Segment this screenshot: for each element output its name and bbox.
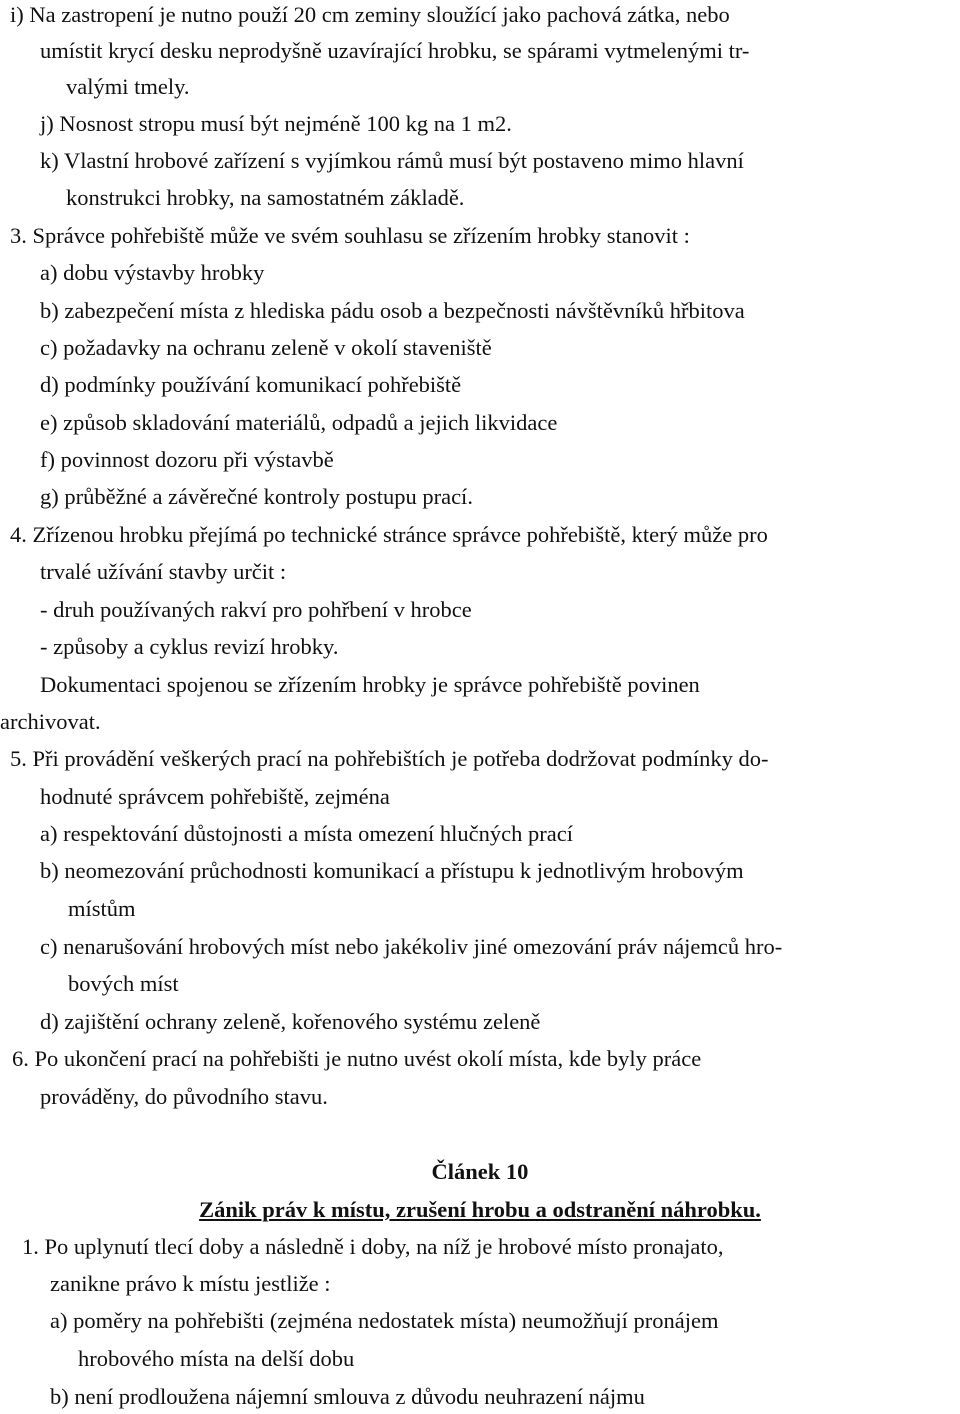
art10-item-b: b) není prodloužena nájemní smlouva z důvodu neuhrazení nájmu: [50, 1384, 645, 1409]
article-number: Článek 10: [431, 1159, 529, 1184]
art10-para-1-line-2: zanikne právo k místu jestliže :: [50, 1271, 331, 1296]
item-k-line-1: k) Vlastní hrobové zařízení s vyjímkou rámů musí být postaveno mimo hlavní: [40, 148, 744, 173]
para-3-item-e: e) způsob skladování materiálů, odpadů a jejich likvidace: [40, 410, 558, 435]
item-i-line-1: i) Na zastropení je nutno použí 20 cm zeminy sloužící jako pachová zátka, nebo: [10, 2, 730, 27]
para-3-item-b: b) zabezpečení místa z hlediska pádu osob a bezpečnosti návštěvníků hřbitova: [40, 298, 745, 323]
para-4-dash-1: - druh používaných rakví pro pohřbení v hrobce: [40, 597, 472, 622]
item-i-line-3: valými tmely.: [66, 74, 190, 99]
para-5-item-c-line-1: c) nenarušování hrobových míst nebo jakékoliv jiné omezování práv nájemců hro-: [40, 934, 783, 959]
para-5-line-2: hodnuté správcem pohřebiště, zejména: [40, 784, 390, 809]
item-i-line-2: umístit krycí desku neprodyšně uzavírající hrobku, se spárami vytmelenými tr-: [40, 38, 750, 63]
para-3-item-d: d) podmínky používání komunikací pohřebiště: [40, 372, 462, 397]
item-j-line: j) Nosnost stropu musí být nejméně 100 kg na 1 m2.: [40, 111, 512, 136]
article-title-text: Zánik práv k místu, zrušení hrobu a odstranění náhrobku.: [199, 1197, 761, 1222]
para-3-item-c: c) požadavky na ochranu zeleně v okolí staveniště: [40, 335, 492, 360]
para-4-line-2: trvalé užívání stavby určit :: [40, 559, 287, 584]
para-5-item-b-line-2: místům: [68, 896, 136, 921]
para-5-item-c-line-2: bových míst: [68, 971, 179, 996]
para-6-line-2: prováděny, do původního stavu.: [40, 1084, 328, 1109]
para-5-line-1: 5. Při provádění veškerých prací na pohřebištích je potřeba dodržovat podmínky do-: [10, 746, 769, 771]
para-5-item-a: a) respektování důstojnosti a místa omezení hlučných prací: [40, 821, 573, 846]
para-3-line: 3. Správce pohřebiště může ve svém souhlasu se zřízením hrobky stanovit :: [10, 223, 690, 248]
para-4-note-line-1: Dokumentaci spojenou se zřízením hrobky je správce pohřebiště povinen: [40, 672, 700, 697]
article-title: [0, 1195, 960, 1225]
para-4-line-1: 4. Zřízenou hrobku přejímá po technické stránce správce pohřebiště, který může pro: [10, 522, 768, 547]
para-4-dash-2: - způsoby a cyklus revizí hrobky.: [40, 634, 339, 659]
item-k-line-2: konstrukci hrobky, na samostatném základě.: [66, 185, 465, 210]
para-4-note-line-2: archivovat.: [0, 709, 101, 734]
art10-item-a-line-2: hrobového místa na delší dobu: [78, 1346, 355, 1371]
para-5-item-d: d) zajištění ochrany zeleně, kořenového systému zeleně: [40, 1009, 541, 1034]
art10-para-1-line-1: 1. Po uplynutí tlecí doby a následně i doby, na níž je hrobové místo pronajato,: [22, 1234, 724, 1259]
para-3-item-g: g) průběžné a závěrečné kontroly postupu prací.: [40, 484, 473, 509]
art10-item-a-line-1: a) poměry na pohřebišti (zejména nedostatek místa) neumožňují pronájem: [50, 1308, 719, 1333]
para-3-item-a: a) dobu výstavby hrobky: [40, 260, 265, 285]
para-5-item-b-line-1: b) neomezování průchodnosti komunikací a přístupu k jednotlivým hrobovým: [40, 858, 744, 883]
para-6-line-1: 6. Po ukončení prací na pohřebišti je nutno uvést okolí místa, kde byly práce: [12, 1046, 702, 1071]
para-3-item-f: f) povinnost dozoru při výstavbě: [40, 447, 334, 472]
